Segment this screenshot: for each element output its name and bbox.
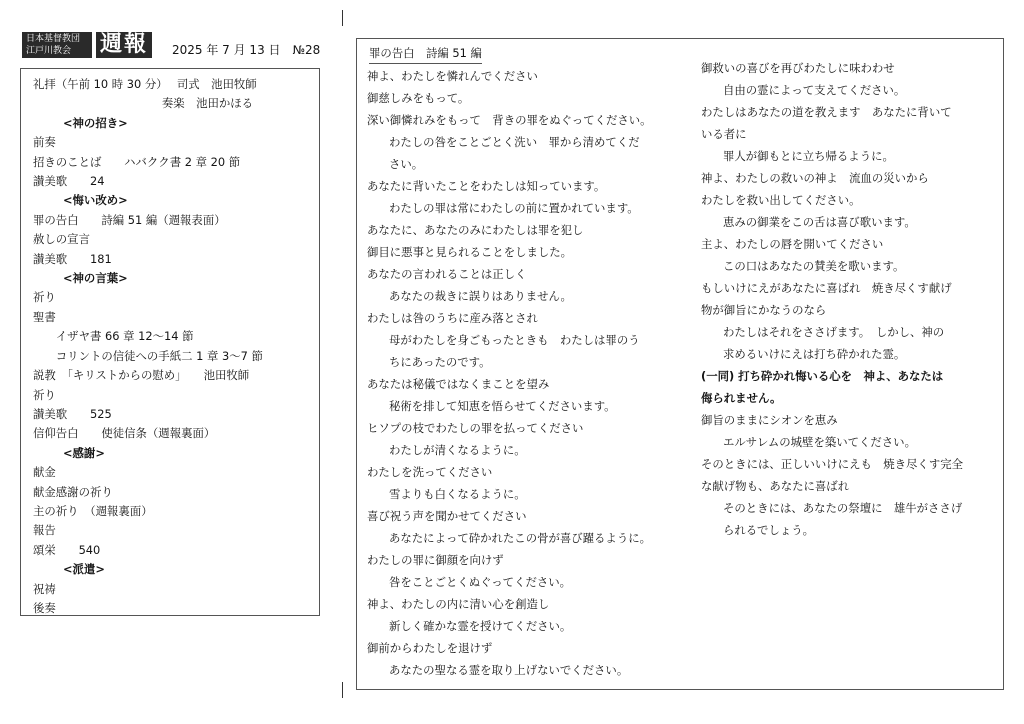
church-denomination: 日本基督教団 (26, 34, 81, 44)
order-item: 主の祈り （週報裏面） (33, 503, 153, 518)
order-item: コリントの信徒への手紙二 1 章 3～7 節 (33, 348, 263, 363)
order-item: 讃美歌 181 (33, 251, 112, 266)
order-item: 聖書 (33, 309, 56, 324)
order-item: 祈り (33, 290, 56, 305)
order-of-service-panel (20, 68, 320, 616)
fold-mark-bottom (342, 682, 343, 698)
psalm-line: この口はあなたの賛美を歌います。 (723, 259, 905, 273)
psalm-line: わたしはそれをささげます。 しかし、神の (723, 325, 945, 339)
psalm-line: ちにあったのです。 (389, 355, 491, 369)
church-name: 江戸川教会 (26, 46, 72, 56)
psalm-line: 母がわたしを身ごもったときも わたしは罪のう (389, 333, 640, 347)
section-heading: <悔い改め> (63, 193, 128, 208)
psalm-line: あなたに背いたことをわたしは知っています。 (367, 179, 606, 193)
psalm-line: 主よ、わたしの唇を開いてください (701, 237, 884, 251)
psalm-line: 新しく確かな霊を授けてください。 (389, 619, 572, 633)
section-heading: <派遣> (63, 562, 105, 577)
psalm-line: 罪人が御もとに立ち帰るように。 (723, 149, 894, 163)
order-item: 信仰告白 使徒信条（週報裏面） (33, 426, 216, 441)
section-heading: <神の招き> (63, 115, 128, 130)
psalm-line: 御旨のままにシオンを恵み (701, 413, 838, 427)
psalm-line: 恵みの御業をこの舌は喜び歌います。 (723, 215, 916, 229)
psalm-line: さい。 (389, 157, 424, 171)
psalm-line: あなたの言われることは正しく (367, 267, 527, 281)
order-item: 赦しの宣言 (33, 232, 90, 247)
psalm-line: 求めるいけにえは打ち砕かれた霊。 (723, 347, 906, 361)
order-of-service-list (33, 75, 319, 618)
psalm-line: 喜び祝う声を聞かせてください (367, 509, 527, 523)
psalm-line: あなたによって砕かれたこの骨が喜び躍るように。 (389, 531, 651, 545)
issue-date: 2025 年 7 月 13 日 №28 (172, 43, 321, 57)
order-item: 献金 (33, 465, 56, 480)
psalm-panel (356, 38, 1004, 690)
order-item: 罪の告白 詩編 51 編（週報表面） (33, 212, 226, 227)
psalm-line: わたしの咎をことごとく洗い 罪から清めてくだ (389, 135, 640, 149)
psalm-line: そのときには、あなたの祭壇に 雄牛がささげ (723, 501, 963, 515)
psalm-line: 咎をことごとくぬぐってください。 (389, 575, 572, 589)
psalm-line: わたしが清くなるように。 (389, 443, 526, 457)
psalm-response-line: 侮られません。 (701, 391, 782, 405)
psalm-line: 自由の霊によって支えてください。 (723, 83, 906, 97)
psalm-line: わたしの罪に御顔を向けず (367, 553, 504, 567)
psalm-line: もしいけにえがあなたに喜ばれ 焼き尽くす献げ (701, 281, 952, 295)
bulletin-header (22, 32, 322, 62)
psalm-column-right (701, 57, 997, 541)
section-heading: <感謝> (63, 445, 105, 460)
psalm-line: そのときには、正しいいけにえも 焼き尽くす完全 (701, 457, 963, 471)
order-item: イザヤ書 66 章 12～14 節 (33, 329, 194, 344)
order-item: 頌栄 540 (33, 542, 101, 557)
order-item: 報告 (33, 523, 56, 538)
psalm-line: 神よ、わたしを憐れんでください (367, 69, 538, 83)
psalm-line: 御前からわたしを退けず (367, 641, 493, 655)
order-item: 讃美歌 24 (33, 174, 105, 189)
psalm-line: あなたに、あなたのみにわたしは罪を犯し (367, 223, 584, 237)
order-item: 讃美歌 525 (33, 406, 112, 421)
psalm-line: 御慈しみをもって。 (367, 91, 470, 105)
order-item: 前奏 (33, 135, 56, 150)
order-item: 献金感謝の祈り (33, 484, 113, 499)
order-item: 招きのことば ハバクク書 2 章 20 節 (33, 154, 241, 169)
psalm-line: 秘術を排して知恵を悟らせてくださいます。 (389, 399, 616, 413)
psalm-line: ヒソプの枝でわたしの罪を払ってください (367, 421, 584, 435)
psalm-line: わたしを救い出してください。 (701, 193, 861, 207)
psalm-line: 神よ、わたしの内に清い心を創造し (367, 597, 550, 611)
psalm-line: 物が御旨にかなうのなら (701, 303, 827, 317)
psalm-response-line: (一同) 打ち砕かれ悔いる心を 神よ、あなたは (701, 369, 944, 383)
psalm-line: わたしはあなたの道を教えます あなたに背いて (701, 105, 952, 119)
psalm-line: 雪よりも白くなるように。 (389, 487, 526, 501)
psalm-line: わたしは咎のうちに産み落とされ (367, 311, 538, 325)
order-item: 礼拝（午前 10 時 30 分） 司式 池田牧師 (33, 77, 257, 91)
psalm-line: あなたの裁きに誤りはありません。 (389, 289, 572, 303)
fold-mark-top (342, 10, 343, 26)
psalm-line: わたしを洗ってください (367, 465, 493, 479)
section-heading: <神の言葉> (63, 271, 128, 286)
psalm-title: 罪の告白 詩編 51 編 (369, 45, 482, 64)
psalm-column-left (367, 65, 683, 681)
psalm-line: 深い御憐れみをもって 背きの罪をぬぐってください。 (367, 113, 652, 127)
order-item: 奏楽 池田かほる (33, 96, 254, 111)
psalm-line: いる者に (701, 127, 747, 141)
church-name-box (22, 32, 92, 58)
psalm-line: られるでしょう。 (723, 523, 815, 537)
order-item: 後奏 (33, 600, 56, 615)
psalm-line: わたしの罪は常にわたしの前に置かれています。 (389, 201, 639, 215)
order-item: 説教 「キリストからの慰め」 池田牧師 (33, 368, 250, 383)
psalm-line: エルサレムの城壁を築いてください。 (723, 435, 916, 449)
psalm-line: 御目に悪事と見られることをしました。 (367, 245, 573, 259)
psalm-line: 御救いの喜びを再びわたしに味わわせ (701, 61, 895, 75)
psalm-line: あなたの聖なる霊を取り上げないでください。 (389, 663, 629, 677)
order-item: 祝祷 (33, 581, 56, 596)
order-item: 祈り (33, 387, 56, 402)
psalm-line: あなたは秘儀ではなくまことを望み (367, 377, 550, 391)
weekly-title: 週報 (96, 32, 152, 58)
psalm-line: 神よ、わたしの救いの神よ 流血の災いから (701, 171, 929, 185)
psalm-line: な献げ物も、あなたに喜ばれ (701, 479, 850, 493)
